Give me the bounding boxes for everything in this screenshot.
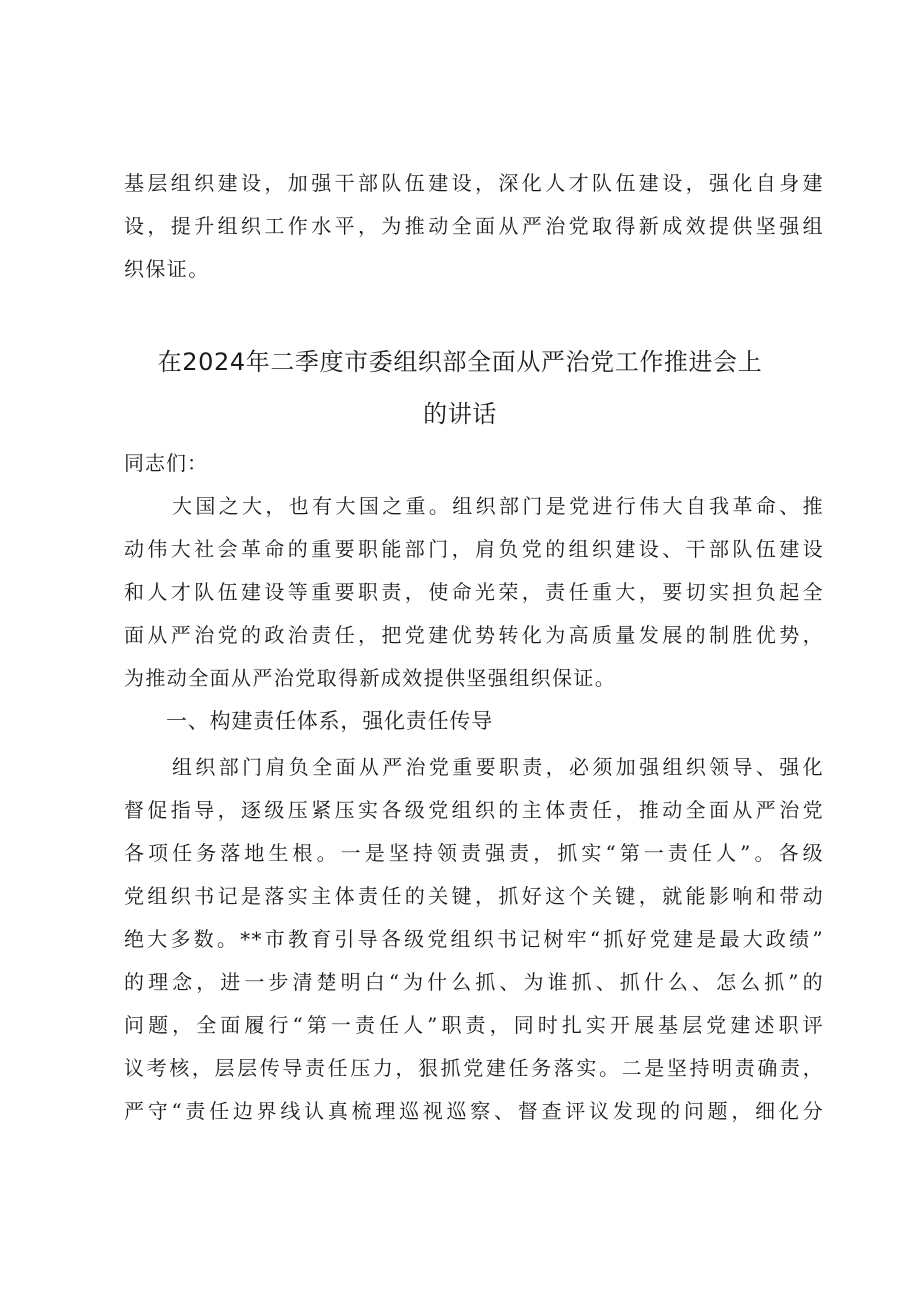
intro-line-3: 和人才队伍建设等重要职责，使命光荣，责任重大，要切实担负起全 <box>124 580 824 604</box>
section1-line-8: 议考核，层层传导责任压力，狠抓党建任务落实。二是坚持明责确责， <box>124 1056 824 1080</box>
continuation-line-3: 织保证。 <box>124 257 210 281</box>
continuation-line-2: 设，提升组织工作水平，为推动全面从严治党取得新成效提供坚强组 <box>124 214 824 238</box>
section1-line-5: 绝大多数。**市教育引导各级党组织书记树牢“抓好党建是最大政绩” <box>124 927 824 951</box>
section1-line-7: 问题，全面履行“第一责任人”职责，同时扎实开展基层党建述职评 <box>124 1013 824 1037</box>
intro-line-2: 动伟大社会革命的重要职能部门，肩负党的组织建设、干部队伍建设 <box>124 537 824 561</box>
intro-line-5: 为推动全面从严治党取得新成效提供坚强组织保证。 <box>124 666 617 690</box>
section1-line-4: 党组织书记是落实主体责任的关键，抓好这个关键，就能影响和带动 <box>124 884 824 908</box>
continuation-line-1: 基层组织建设，加强干部队伍建设，深化人才队伍建设，强化自身建 <box>124 171 824 195</box>
section1-line-2: 督促指导，逐级压紧压实各级党组织的主体责任，推动全面从严治党 <box>124 798 824 822</box>
intro-line-1: 大国之大，也有大国之重。组织部门是党进行伟大自我革命、推 <box>172 494 824 518</box>
salutation: 同志们： <box>124 451 208 475</box>
section-heading-1: 一、构建责任体系，强化责任传导 <box>166 709 493 733</box>
section1-line-9: 严守“责任边界线认真梳理巡视巡察、督查评议发现的问题，细化分 <box>124 1099 824 1123</box>
section1-line-6: 的理念，进一步清楚明白“为什么抓、为谁抓、抓什么、怎么抓”的 <box>124 970 824 994</box>
section1-line-3: 各项任务落地生根。一是坚持领责强责，抓实“第一责任人”。各级 <box>124 841 824 865</box>
section1-line-1: 组织部门肩负全面从严治党重要职责，必须加强组织领导、强化 <box>172 755 824 779</box>
intro-line-4: 面从严治党的政治责任，把党建优势转化为高质量发展的制胜优势， <box>124 623 824 647</box>
article-title-line-2: 的讲话 <box>423 400 497 428</box>
article-title-line-1: 在2024年二季度市委组织部全面从严治党工作推进会上 <box>157 348 763 376</box>
